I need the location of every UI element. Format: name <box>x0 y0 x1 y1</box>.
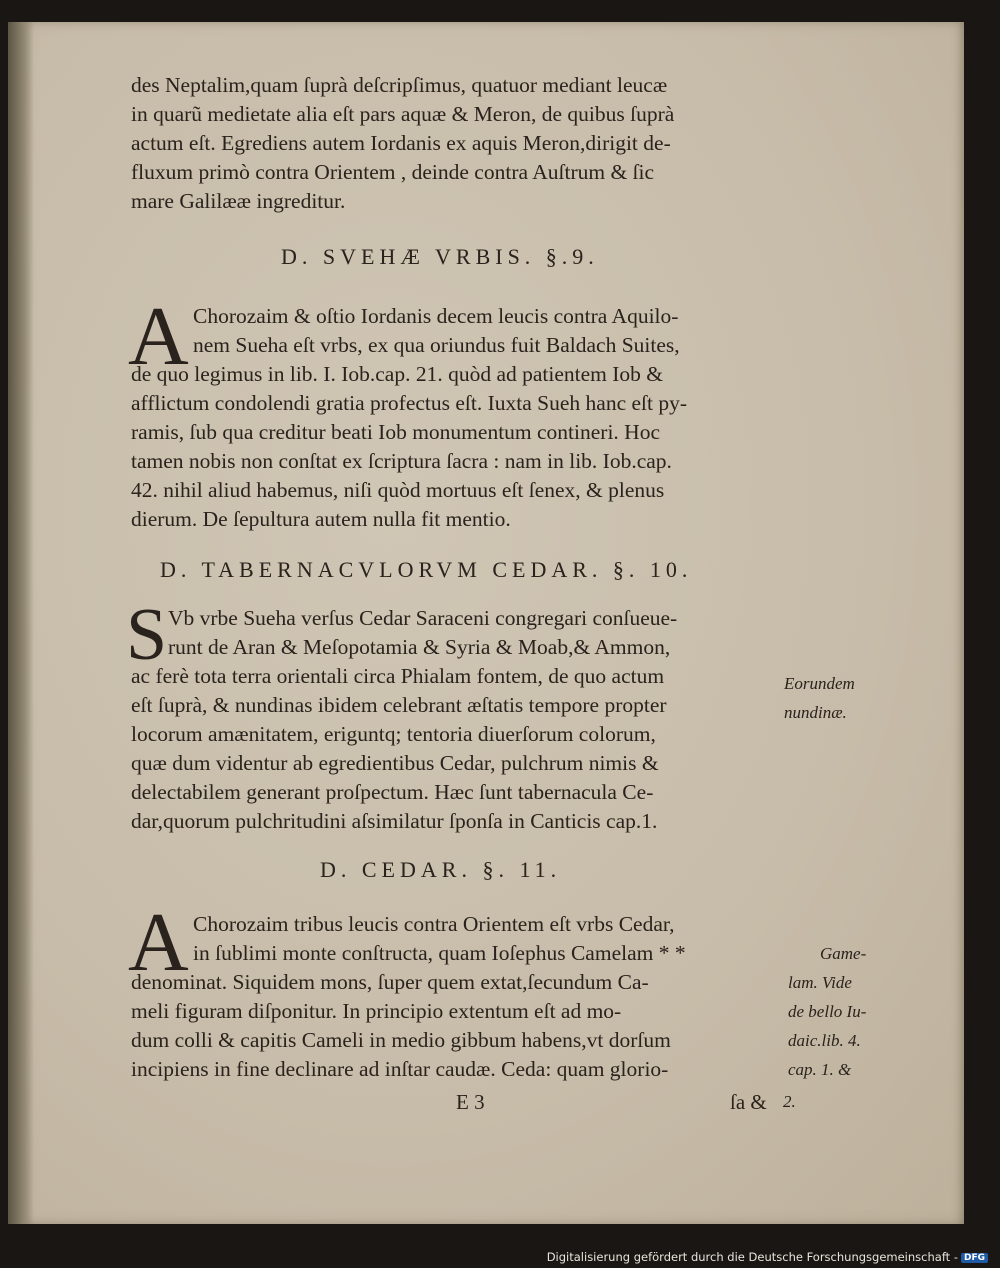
margin-line: lam. Vide <box>788 973 852 992</box>
margin-line: nundinæ. <box>784 703 847 722</box>
text-line: Vb vrbe Sueha verſus Cedar Saraceni congregari conſueue- <box>168 606 678 630</box>
paragraph-section-10 <box>131 662 667 836</box>
digitization-credit <box>547 1250 988 1264</box>
section-heading-9: D. SVEHÆ VRBIS. §.9. <box>281 244 599 269</box>
text-line: in quarũ medietate alia eſt pars aquæ & Meron, de quibus ſuprà <box>131 102 675 126</box>
text-line: fluxum primò contra Orientem , deinde contra Auſtrum & ſic <box>131 160 655 184</box>
margin-note-11 <box>788 939 866 1084</box>
text-line: quæ dum videntur ab egredientibus Cedar, pulchrum nimis & <box>131 751 659 775</box>
margin-line: cap. 1. & <box>788 1060 852 1079</box>
text-line: runt de Aran & Meſopotamia & Syria & Moab,& Ammon, <box>168 635 671 659</box>
paragraph-section-11 <box>131 968 671 1084</box>
margin-line: Game- <box>820 944 867 963</box>
text-line: eſt ſuprà, & nundinas ibidem celebrant æſtatis tempore propter <box>131 693 667 717</box>
text-line: 42. nihil aliud habemus, niſi quòd mortuus eſt ſenex, & plenus <box>131 478 665 502</box>
drop-capital: A <box>128 290 189 383</box>
text-line: de quo legimus in lib. I. Iob.cap. 21. quòd ad patientem Iob & <box>131 362 664 386</box>
text-line: ramis, ſub qua creditur beati Iob monumentum contineri. Hoc <box>131 420 660 444</box>
text-line: afflictum condolendi gratia profectus eſt. Iuxta Sueh hanc eſt py- <box>131 391 688 415</box>
margin-note-11-end: 2. <box>783 1092 796 1111</box>
section-heading-10: D. TABERNACVLORVM CEDAR. §. 10. <box>160 557 693 582</box>
text-line: meli figuram diſponitur. In principio extentum eſt ad mo- <box>131 999 622 1023</box>
paragraph-section-9 <box>131 360 687 534</box>
text-line: dum colli & capitis Cameli in medio gibbum habens,vt dorſum <box>131 1028 671 1052</box>
margin-note-10 <box>784 669 855 727</box>
text-line: des Neptalim,quam ſuprà deſcripſimus, quatuor mediant leucæ <box>131 73 668 97</box>
text-line: actum eſt. Egrediens autem Iordanis ex aquis Meron,dirigit de- <box>131 131 671 155</box>
margin-line: daic.lib. 4. <box>788 1031 861 1050</box>
signature-mark: E 3 <box>456 1090 485 1114</box>
text-line: Chorozaim & oſtio Iordanis decem leucis contra Aquilo- <box>193 304 679 328</box>
paragraph-intro <box>131 71 674 216</box>
text-line: ac ferè tota terra orientali circa Phialam fontem, de quo actum <box>131 664 665 688</box>
paragraph-section-9-head <box>193 302 680 360</box>
text-line: delectabilem generant proſpectum. Hæc ſunt tabernacula Ce- <box>131 780 654 804</box>
paragraph-section-10-head <box>168 604 677 662</box>
text-line: mare Galilææ ingreditur. <box>131 189 346 213</box>
catchword: ſa & <box>730 1090 767 1114</box>
margin-line: de bello Iu- <box>788 1002 867 1021</box>
text-line: nem Sueha eſt vrbs, ex qua oriundus fuit Baldach Suites, <box>193 333 680 357</box>
section-heading-11: D. CEDAR. §. 11. <box>320 857 562 882</box>
credit-text: Digitalisierung gefördert durch die Deutsche Forschungsgemeinschaft - <box>546 1250 958 1264</box>
text-line: incipiens in fine declinare ad inſtar caudæ. Ceda: quam glorio- <box>131 1057 669 1081</box>
dfg-logo: DFG <box>961 1253 988 1263</box>
paragraph-section-11-head <box>193 910 686 968</box>
text-line: denominat. Siquidem mons, ſuper quem extat,ſecundum Ca- <box>131 970 649 994</box>
page-gutter <box>8 22 34 1224</box>
text-line: locorum amænitatem, eriguntq; tentoria diuerſorum colorum, <box>131 722 656 746</box>
drop-capital: A <box>128 896 189 989</box>
drop-capital: S <box>126 594 168 676</box>
text-line: in ſublimi monte conſtructa, quam Ioſephus Camelam * * <box>193 941 686 965</box>
book-page <box>8 22 964 1224</box>
text-line: tamen nobis non conſtat ex ſcriptura ſacra : nam in lib. Iob.cap. <box>131 449 672 473</box>
text-line: dierum. De ſepultura autem nulla fit mentio. <box>131 507 511 531</box>
margin-line: Eorundem <box>784 674 855 693</box>
text-line: dar,quorum pulchritudini aſsimilatur ſponſa in Canticis cap.1. <box>131 809 658 833</box>
text-line: Chorozaim tribus leucis contra Orientem eſt vrbs Cedar, <box>193 912 675 936</box>
